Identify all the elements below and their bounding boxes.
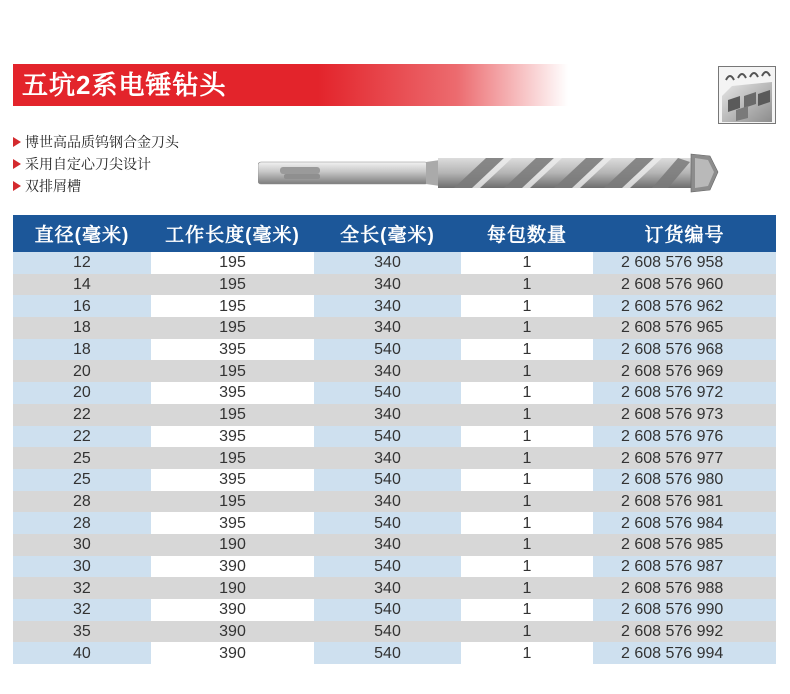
drill-tip-closeup-image (718, 66, 776, 129)
table-header-row (13, 215, 776, 252)
cell-total-length: 340 (314, 491, 461, 513)
cell-pack-quantity: 1 (461, 360, 593, 382)
table-row (13, 404, 776, 426)
table-body (13, 252, 776, 664)
cell-pack-quantity: 1 (461, 469, 593, 491)
cell-total-length: 540 (314, 556, 461, 578)
cell-pack-quantity: 1 (461, 274, 593, 296)
cell-pack-quantity: 1 (461, 426, 593, 448)
table-row (13, 469, 776, 491)
cell-diameter: 18 (13, 339, 151, 361)
table-row (13, 274, 776, 296)
cell-order-number: 2 608 576 958 (593, 252, 776, 274)
cell-order-number: 2 608 576 976 (593, 426, 776, 448)
cell-order-number: 2 608 576 985 (593, 534, 776, 556)
feature-text: 博世高品质钨钢合金刀头 (25, 134, 179, 150)
cell-working-length: 195 (151, 252, 314, 274)
table-row (13, 491, 776, 513)
table-row (13, 360, 776, 382)
cell-diameter: 25 (13, 469, 151, 491)
cell-diameter: 25 (13, 447, 151, 469)
cell-diameter: 16 (13, 295, 151, 317)
cell-working-length: 195 (151, 447, 314, 469)
table-row (13, 556, 776, 578)
cell-order-number: 2 608 576 972 (593, 382, 776, 404)
cell-pack-quantity: 1 (461, 447, 593, 469)
cell-total-length: 540 (314, 512, 461, 534)
column-header-total-length: 全长(毫米) (314, 215, 461, 252)
feature-list (13, 131, 179, 197)
table-row (13, 317, 776, 339)
feature-item (13, 131, 179, 153)
cell-working-length: 395 (151, 512, 314, 534)
cell-diameter: 14 (13, 274, 151, 296)
table-row (13, 252, 776, 274)
red-triangle-arrow-icon (13, 159, 21, 169)
table-row (13, 426, 776, 448)
cell-working-length: 390 (151, 621, 314, 643)
cell-order-number: 2 608 576 984 (593, 512, 776, 534)
cell-order-number: 2 608 576 962 (593, 295, 776, 317)
cell-total-length: 540 (314, 469, 461, 491)
cell-diameter: 32 (13, 577, 151, 599)
feature-item (13, 175, 179, 197)
column-header-order-number: 订货编号 (593, 215, 776, 252)
cell-order-number: 2 608 576 988 (593, 577, 776, 599)
cell-order-number: 2 608 576 973 (593, 404, 776, 426)
cell-working-length: 195 (151, 274, 314, 296)
cell-diameter: 40 (13, 642, 151, 664)
cell-pack-quantity: 1 (461, 621, 593, 643)
cell-diameter: 20 (13, 360, 151, 382)
cell-total-length: 340 (314, 534, 461, 556)
table-row (13, 534, 776, 556)
cell-working-length: 395 (151, 469, 314, 491)
table-row (13, 339, 776, 361)
cell-diameter: 12 (13, 252, 151, 274)
table-row (13, 447, 776, 469)
cell-order-number: 2 608 576 977 (593, 447, 776, 469)
cell-pack-quantity: 1 (461, 382, 593, 404)
cell-pack-quantity: 1 (461, 404, 593, 426)
cell-total-length: 340 (314, 447, 461, 469)
column-header-diameter: 直径(毫米) (13, 215, 151, 252)
cell-diameter: 18 (13, 317, 151, 339)
cell-total-length: 340 (314, 274, 461, 296)
cell-pack-quantity: 1 (461, 642, 593, 664)
cell-order-number: 2 608 576 987 (593, 556, 776, 578)
cell-working-length: 395 (151, 339, 314, 361)
cell-working-length: 195 (151, 491, 314, 513)
cell-total-length: 540 (314, 599, 461, 621)
cell-pack-quantity: 1 (461, 317, 593, 339)
cell-working-length: 195 (151, 317, 314, 339)
red-triangle-arrow-icon (13, 181, 21, 191)
table-row (13, 577, 776, 599)
red-triangle-arrow-icon (13, 137, 21, 147)
feature-item (13, 153, 179, 175)
cell-order-number: 2 608 576 990 (593, 599, 776, 621)
cell-order-number: 2 608 576 992 (593, 621, 776, 643)
cell-pack-quantity: 1 (461, 577, 593, 599)
cell-order-number: 2 608 576 969 (593, 360, 776, 382)
cell-pack-quantity: 1 (461, 599, 593, 621)
cell-pack-quantity: 1 (461, 491, 593, 513)
cell-total-length: 540 (314, 382, 461, 404)
cell-diameter: 20 (13, 382, 151, 404)
table-row (13, 599, 776, 621)
cell-working-length: 195 (151, 295, 314, 317)
feature-text: 采用自定心刀尖设计 (25, 156, 151, 172)
cell-total-length: 340 (314, 577, 461, 599)
table-row (13, 382, 776, 404)
cell-working-length: 190 (151, 534, 314, 556)
cell-diameter: 32 (13, 599, 151, 621)
cell-total-length: 340 (314, 404, 461, 426)
cell-pack-quantity: 1 (461, 252, 593, 274)
cell-total-length: 540 (314, 339, 461, 361)
table-row (13, 512, 776, 534)
cell-diameter: 28 (13, 491, 151, 513)
cell-diameter: 30 (13, 534, 151, 556)
cell-pack-quantity: 1 (461, 295, 593, 317)
cell-total-length: 340 (314, 295, 461, 317)
cell-order-number: 2 608 576 994 (593, 642, 776, 664)
cell-total-length: 340 (314, 252, 461, 274)
table-row (13, 642, 776, 664)
cell-diameter: 22 (13, 426, 151, 448)
cell-pack-quantity: 1 (461, 339, 593, 361)
cell-working-length: 390 (151, 599, 314, 621)
cell-diameter: 28 (13, 512, 151, 534)
cell-working-length: 390 (151, 642, 314, 664)
table-row (13, 621, 776, 643)
table-row (13, 295, 776, 317)
cell-total-length: 540 (314, 642, 461, 664)
cell-working-length: 195 (151, 360, 314, 382)
cell-order-number: 2 608 576 968 (593, 339, 776, 361)
cell-diameter: 22 (13, 404, 151, 426)
cell-working-length: 190 (151, 577, 314, 599)
cell-order-number: 2 608 576 965 (593, 317, 776, 339)
column-header-pack-quantity: 每包数量 (461, 215, 593, 252)
cell-total-length: 340 (314, 317, 461, 339)
cell-working-length: 395 (151, 426, 314, 448)
cell-order-number: 2 608 576 980 (593, 469, 776, 491)
drill-bit-image (258, 148, 720, 201)
cell-pack-quantity: 1 (461, 534, 593, 556)
cell-pack-quantity: 1 (461, 512, 593, 534)
column-header-working-length: 工作长度(毫米) (151, 215, 314, 252)
feature-text: 双排屑槽 (25, 178, 81, 194)
cell-order-number: 2 608 576 981 (593, 491, 776, 513)
cell-diameter: 30 (13, 556, 151, 578)
cell-working-length: 195 (151, 404, 314, 426)
cell-total-length: 540 (314, 621, 461, 643)
cell-working-length: 390 (151, 556, 314, 578)
cell-total-length: 540 (314, 426, 461, 448)
cell-working-length: 395 (151, 382, 314, 404)
cell-order-number: 2 608 576 960 (593, 274, 776, 296)
specification-table (13, 215, 776, 664)
cell-total-length: 340 (314, 360, 461, 382)
cell-diameter: 35 (13, 621, 151, 643)
page-title: 五坑2系电锤钻头 (22, 70, 227, 100)
cell-pack-quantity: 1 (461, 556, 593, 578)
